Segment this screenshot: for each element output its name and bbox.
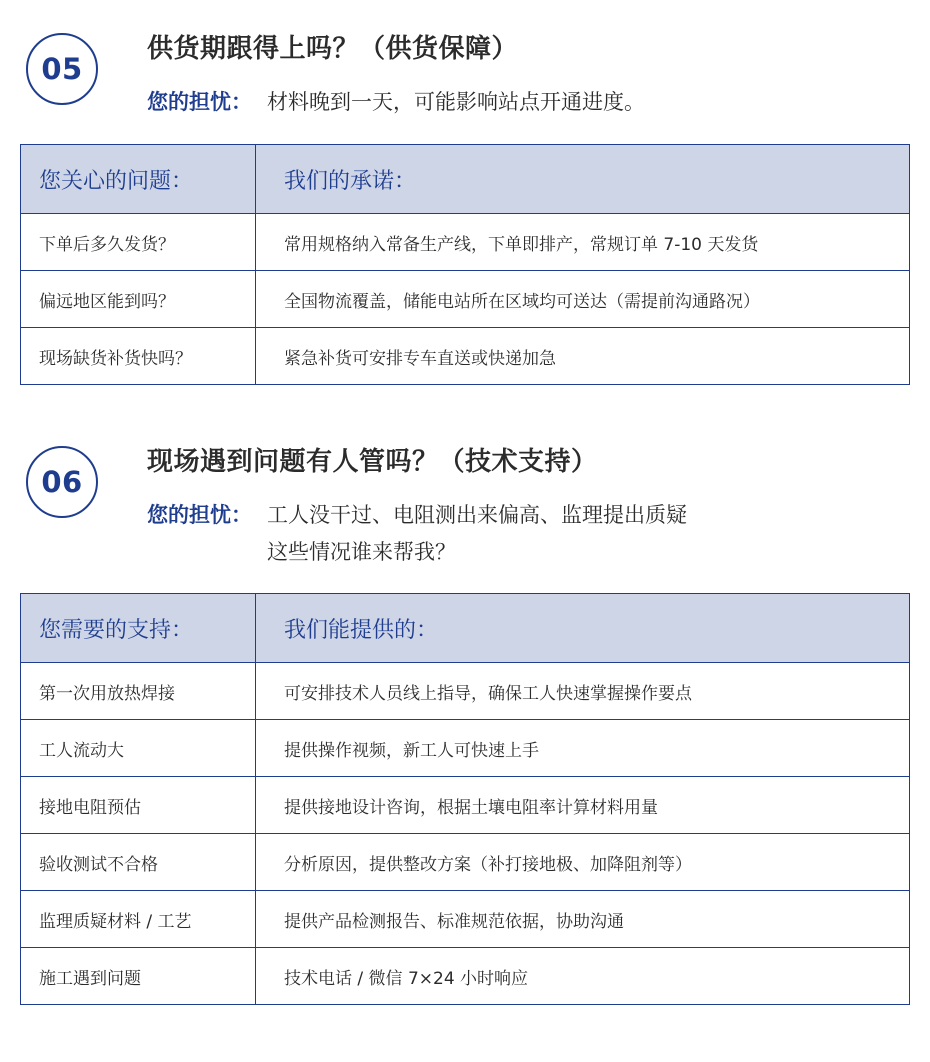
concern-text (147, 84, 645, 121)
need-cell: 验收测试不合格 (21, 834, 256, 891)
section-number-badge: 06 (26, 446, 98, 518)
table-row (21, 720, 910, 777)
offer-cell: 提供产品检测报告、标准规范依据，协助沟通 (256, 891, 910, 948)
question-cell: 下单后多久发货？ (21, 214, 256, 271)
need-cell: 第一次用放热焊接 (21, 663, 256, 720)
table-header-row (21, 594, 910, 663)
offer-cell: 提供接地设计咨询，根据土壤电阻率计算材料用量 (256, 777, 910, 834)
supply-table (20, 144, 910, 385)
question-cell: 现场缺货补货快吗？ (21, 328, 256, 385)
offer-cell: 可安排技术人员线上指导，确保工人快速掌握操作要点 (256, 663, 910, 720)
column-header-question: 您关心的问题： (21, 145, 256, 214)
concern-line (147, 497, 687, 534)
table-row (21, 271, 910, 328)
table-row (21, 328, 910, 385)
answer-cell: 紧急补货可安排专车直送或快递加急 (256, 328, 910, 385)
concern-line-text: 工人没干过、电阻测出来偏高、监理提出质疑 (267, 503, 687, 527)
need-cell: 接地电阻预估 (21, 777, 256, 834)
offer-cell: 分析原因，提供整改方案（补打接地极、加降阻剂等） (256, 834, 910, 891)
section-title: 现场遇到问题有人管吗？（技术支持） (147, 447, 598, 477)
concern-text (147, 497, 687, 571)
need-cell: 工人流动大 (21, 720, 256, 777)
concern-line-text: 这些情况谁来帮我？ (267, 540, 456, 564)
table-row (21, 777, 910, 834)
table-row (21, 663, 910, 720)
concern-line (147, 84, 645, 121)
offer-cell: 技术电话 / 微信 7×24 小时响应 (256, 948, 910, 1005)
concern-label: 您的担忧： (147, 503, 252, 527)
column-header-need: 您需要的支持： (21, 594, 256, 663)
concern-label: 您的担忧： (147, 90, 252, 114)
table-row (21, 948, 910, 1005)
table-row (21, 891, 910, 948)
offer-cell: 提供操作视频，新工人可快速上手 (256, 720, 910, 777)
table-row (21, 214, 910, 271)
concern-line-text: 材料晚到一天，可能影响站点开通进度。 (267, 90, 645, 114)
need-cell: 施工遇到问题 (21, 948, 256, 1005)
answer-cell: 全国物流覆盖，储能电站所在区域均可送达（需提前沟通路况） (256, 271, 910, 328)
question-cell: 偏远地区能到吗？ (21, 271, 256, 328)
column-header-offer: 我们能提供的： (256, 594, 910, 663)
section-number-badge: 05 (26, 33, 98, 105)
column-header-answer: 我们的承诺： (256, 145, 910, 214)
section-title: 供货期跟得上吗？（供货保障） (147, 34, 519, 64)
support-table (20, 593, 910, 1005)
table-header-row (21, 145, 910, 214)
table-row (21, 834, 910, 891)
need-cell: 监理质疑材料 / 工艺 (21, 891, 256, 948)
answer-cell: 常用规格纳入常备生产线，下单即排产，常规订单 7-10 天发货 (256, 214, 910, 271)
